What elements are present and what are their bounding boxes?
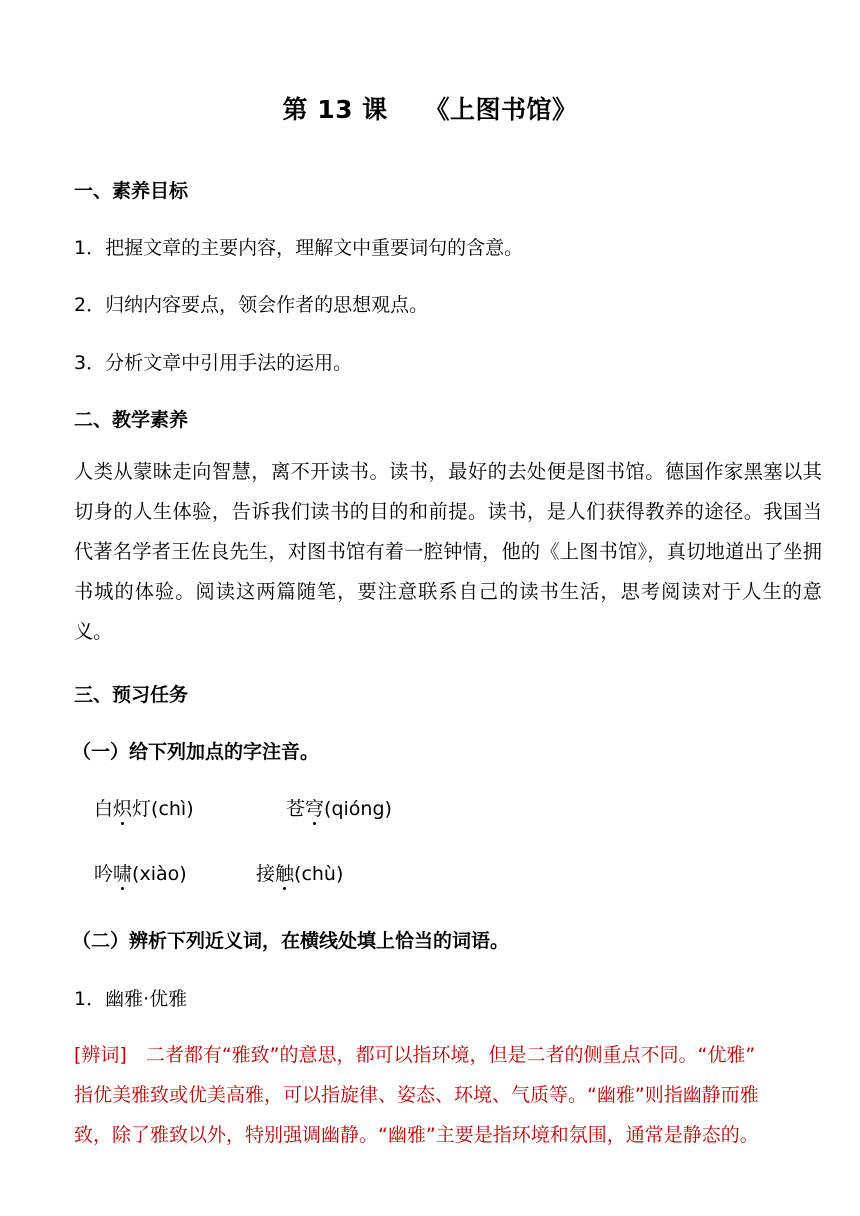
section-heading-preview: 三、预习任务 xyxy=(74,684,189,706)
pinyin-word-2: 苍穹(qióng) xyxy=(286,794,392,821)
dotted-char: 啸 xyxy=(113,859,132,886)
pinyin-word-4: 接触(chù) xyxy=(256,859,343,886)
goal-item-2: 2．归纳内容要点，领会作者的思想观点。 xyxy=(74,294,429,316)
subsection-heading-synonyms: （二）辨析下列近义词，在横线处填上恰当的词语。 xyxy=(72,930,510,952)
pinyin-word-3: 吟啸(xiào) xyxy=(94,859,187,886)
teaching-paragraph: 人类从蒙昧走向智慧，离不开读书。读书，最好的去处便是图书馆。德国作家黑塞以其切身的人生体验，告诉我们读书的目的和前提。读书，是人们获得教养的途径。我国当代著名学者王佐良先生，对图书馆有着一腔钟情，他的《上图书馆》，真切地道出了坐拥书城的体验。阅读这两篇随笔，要注意联系自己的读书生活，思考阅读对于人生的意义。 xyxy=(74,460,822,643)
subsection-heading-pinyin: （一）给下列加点的字注音。 xyxy=(72,741,320,763)
dotted-char: 触 xyxy=(275,859,294,886)
section-heading-goals: 一、素养目标 xyxy=(74,180,189,202)
synonym-item-1: 1．幽雅·优雅 xyxy=(74,988,188,1010)
analysis-line-3: 致，除了雅致以外，特别强调幽静。“幽雅”主要是指环境和氛围，通常是静态的。 xyxy=(74,1124,759,1146)
goal-item-3: 3．分析文章中引用手法的运用。 xyxy=(74,352,353,374)
page-title: 第 13 课 《上图书馆》 xyxy=(282,95,578,124)
section-heading-teaching: 二、教学素养 xyxy=(74,409,189,431)
dotted-char: 炽 xyxy=(113,794,132,821)
pinyin-word-1: 白炽灯(chì) xyxy=(94,794,194,821)
goal-item-1: 1．把握文章的主要内容，理解文中重要词句的含意。 xyxy=(74,237,524,259)
dotted-char: 穹 xyxy=(305,794,324,821)
analysis-line-2: 指优美雅致或优美高雅，可以指旋律、姿态、环境、气质等。“幽雅”则指幽静而雅 xyxy=(74,1084,759,1106)
analysis-line-1: [辨词] 二者都有“雅致”的意思，都可以指环境，但是二者的侧重点不同。“优雅” xyxy=(74,1044,756,1066)
